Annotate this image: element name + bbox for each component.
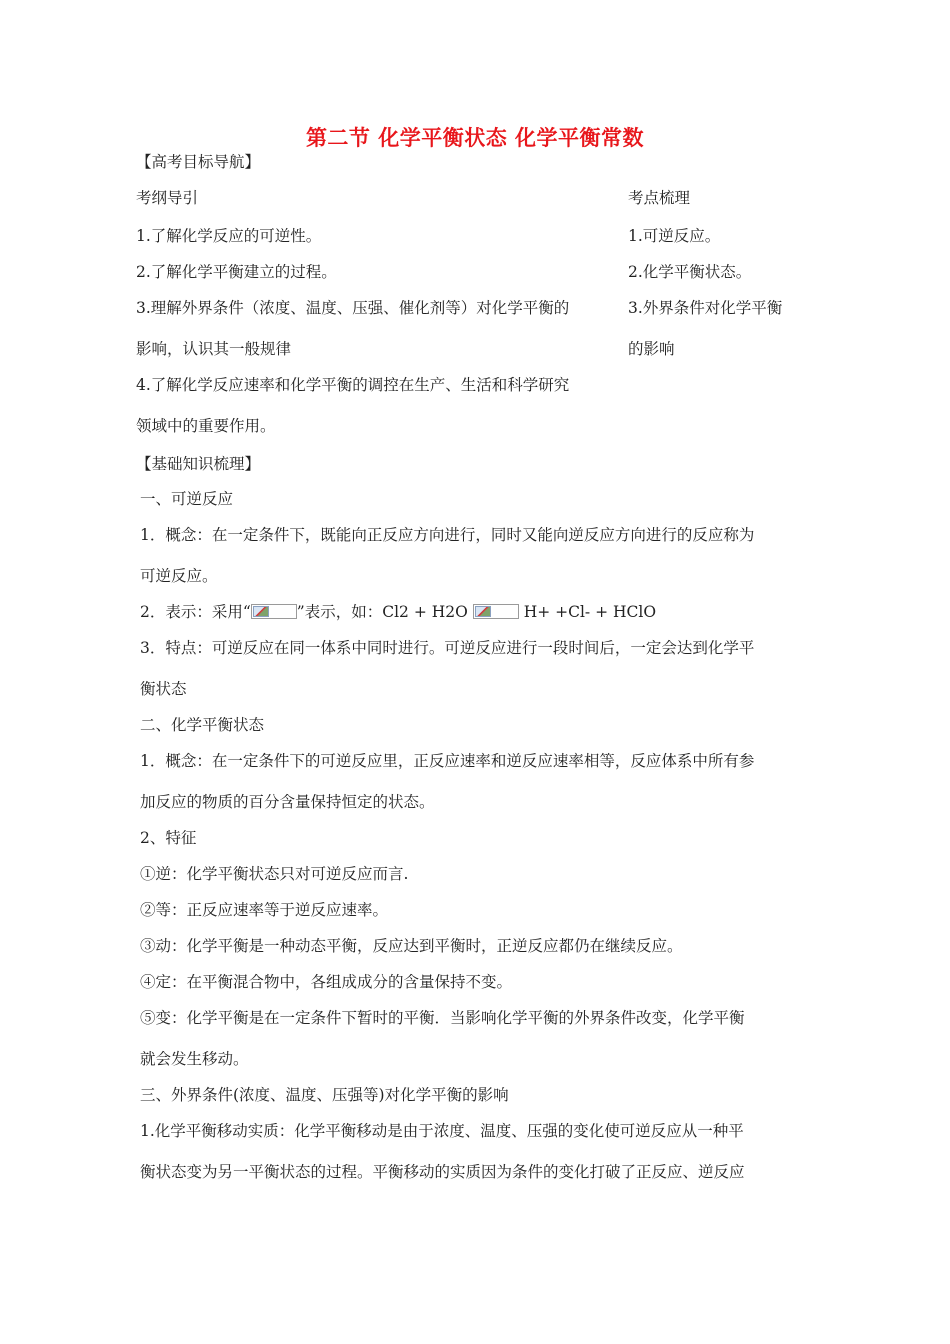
paragraph-line: 加反应的物质的百分含量保持恒定的状态。	[140, 793, 435, 811]
goal-right-line: 3.外界条件对化学平衡	[628, 299, 783, 317]
paragraph-text: ”表示，如：Cl2 + H2O	[296, 603, 473, 621]
goal-left-line: 2.了解化学平衡建立的过程。	[136, 263, 337, 281]
section-heading: 一、可逆反应	[140, 490, 234, 508]
goal-left-line: 1.了解化学反应的可逆性。	[136, 227, 322, 245]
paragraph-line: 2、特征	[140, 829, 197, 847]
feature-item: ③动：化学平衡是一种动态平衡，反应达到平衡时，正逆反应都仍在继续反应。	[140, 937, 683, 955]
goal-left-line: 影响，认识其一般规律	[136, 340, 292, 358]
paragraph-text: H+ +Cl- + HClO	[518, 603, 657, 621]
feature-item: ②等：正反应速率等于逆反应速率。	[140, 901, 389, 919]
page-title: 第二节 化学平衡状态 化学平衡常数	[305, 125, 645, 150]
broken-image-icon	[253, 606, 269, 617]
paragraph-line: 1．概念：在一定条件下，既能向正反应方向进行，同时又能向逆反应方向进行的反应称为	[140, 526, 755, 544]
goal-right-line: 的影响	[628, 340, 675, 358]
section-heading: 二、化学平衡状态	[140, 716, 265, 734]
broken-image-icon	[475, 606, 491, 617]
paragraph-line: 1．概念：在一定条件下的可逆反应里，正反应速率和逆反应速率相等，反应体系中所有参	[140, 752, 755, 770]
section-heading: 三、外界条件(浓度、温度、压强等)对化学平衡的影响	[140, 1086, 509, 1104]
goals-header: 【高考目标导航】	[136, 153, 261, 171]
feature-item: ①逆：化学平衡状态只对可逆反应而言.	[140, 865, 409, 883]
goal-right-line: 2.化学平衡状态。	[628, 263, 752, 281]
paragraph-line: 衡状态变为另一平衡状态的过程。平衡移动的实质因为条件的变化打破了正反应、逆反应	[140, 1163, 745, 1181]
feature-item: ⑤变：化学平衡是在一定条件下暂时的平衡．当影响化学平衡的外界条件改变，化学平衡	[140, 1009, 745, 1027]
goal-right-line: 1.可逆反应。	[628, 227, 721, 245]
col-left-header: 考纲导引	[136, 189, 199, 207]
paragraph-line	[140, 602, 656, 622]
col-right-header: 考点梳理	[628, 189, 691, 207]
paragraph-line: 3．特点：可逆反应在同一体系中同时进行。可逆反应进行一段时间后，一定会达到化学平	[140, 639, 755, 657]
equilibrium-arrow-image	[251, 604, 297, 619]
basics-header: 【基础知识梳理】	[136, 455, 261, 473]
goal-left-line: 4.了解化学反应速率和化学平衡的调控在生产、生活和科学研究	[136, 376, 570, 394]
feature-item: 就会发生移动。	[140, 1050, 249, 1068]
paragraph-line: 1.化学平衡移动实质：化学平衡移动是由于浓度、温度、压强的变化使可逆反应从一种平	[140, 1122, 744, 1140]
goal-left-line: 3.理解外界条件（浓度、温度、压强、催化剂等）对化学平衡的	[136, 299, 570, 317]
paragraph-line: 衡状态	[140, 680, 187, 698]
feature-item: ④定：在平衡混合物中，各组成成分的含量保持不变。	[140, 973, 513, 991]
goal-left-line: 领域中的重要作用。	[136, 417, 276, 435]
equilibrium-arrow-image	[473, 604, 519, 619]
paragraph-text: 2．表示：采用“	[140, 603, 251, 621]
paragraph-line: 可逆反应。	[140, 567, 218, 585]
